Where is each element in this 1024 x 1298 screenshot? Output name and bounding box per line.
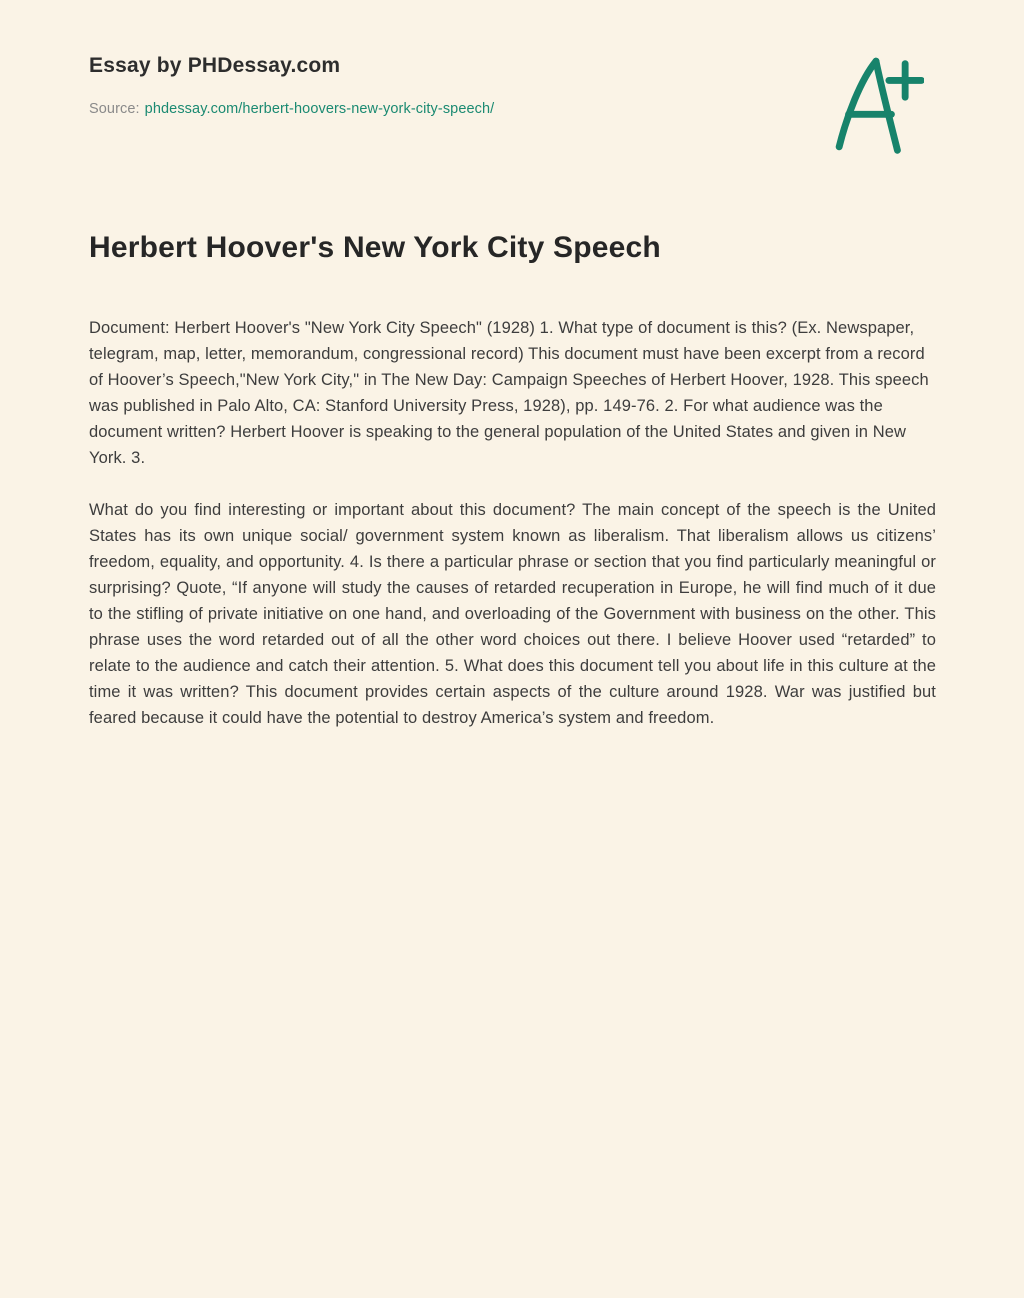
- source-label: Source:: [89, 101, 140, 117]
- article-body: [89, 315, 936, 731]
- paragraph: What do you find interesting or important about this document? The main concept of the speech is the United States has its own unique social/ government system known as liberalism. That liberalism allows us citizens’ freedom, equality, and opportunity. 4. Is there a particular phrase or section that you find particularly meaningful or surprising? Quote, “If anyone will study the causes of retarded recuperation in Europe, he will find much of it due to the stifling of private initiative on one hand, and overloading of the Government with business on the other. This phrase uses the word retarded out of all the other word choices out there. I believe Hoover used “retarded” to relate to the audience and catch their attention. 5. What does this document tell you about life in this culture at the time it was written? This document provides certain aspects of the culture around 1928. War was justified but feared because it could have the potential to destroy America’s system and freedom.: [89, 501, 936, 727]
- logo-a-left-leg: [839, 61, 876, 147]
- page-title: Herbert Hoover's New York City Speech: [89, 231, 661, 264]
- header: [0, 0, 1024, 156]
- a-plus-logo: [828, 52, 924, 156]
- a-plus-logo-icon: [828, 52, 924, 156]
- source-line: [89, 101, 494, 117]
- logo-a-right-leg: [876, 61, 897, 150]
- paragraph: Document: Herbert Hoover's "New York City Speech" (1928) 1. What type of document is this? (Ex. Newspaper, telegram, map, letter, memorandum, congressional record) This document must have been excerpt from a record of Hoover’s Speech,"New York City," in The New Day: Campaign Speeches of Herbert Hoover, 1928. This speech was published in Palo Alto, CA: Stanford University Press, 1928), pp. 149-76. 2. For what audience was the document written? Herbert Hoover is speaking to the general population of the United States and given in New York. 3.: [89, 319, 929, 467]
- brand-heading: Essay by PHDessay.com: [89, 54, 341, 77]
- source-link[interactable]: phdessay.com/herbert-hoovers-new-york-city-speech/: [144, 101, 495, 117]
- header-left: [89, 50, 494, 117]
